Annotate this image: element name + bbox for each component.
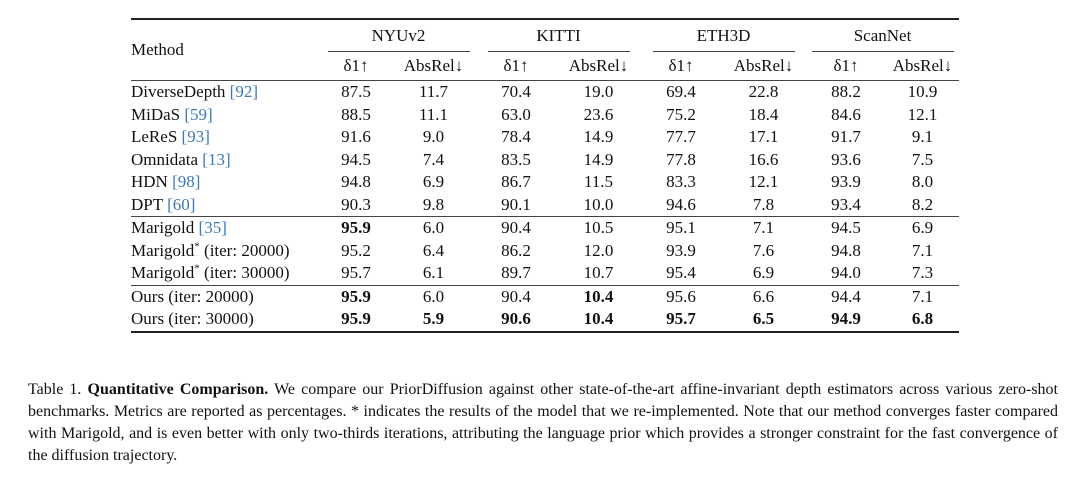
metric-value: 70.4 [476,81,556,104]
table-row [131,171,959,194]
citation-link[interactable]: [60] [167,194,196,214]
metric-value: 75.2 [666,104,696,124]
metric-value: 88.5 [341,104,371,124]
method-name: Marigold* (iter: 20000) [131,239,290,260]
metric-value: 6.0 [391,217,476,240]
metric-value: 10.4 [556,308,641,332]
metric-value: 12.0 [583,240,614,260]
table-caption [28,379,1058,467]
metric-value: 9.0 [422,127,445,146]
metric-header: AbsRel↓ [568,56,629,75]
metric-header: δ1↑ [343,56,369,75]
metric-value: 84.6 [831,104,861,124]
metric-value: 6.9 [886,217,959,240]
metric-value: 7.1 [886,285,959,308]
metric-value: 91.7 [831,127,861,146]
results-table [131,18,959,333]
caption-title: Quantitative Comparison. [87,381,269,398]
metric-value: 95.7 [641,308,721,332]
dataset-header: ScanNet [806,19,959,52]
table-row [131,81,959,104]
table-row [131,285,959,308]
table-row [131,262,959,285]
metric-value: 6.9 [752,263,775,282]
header-row-datasets [131,19,959,52]
metric-value: 95.4 [666,263,696,282]
citation-link[interactable]: [35] [198,218,227,237]
metric-value: 69.4 [641,81,721,104]
metric-value: 10.0 [583,194,614,214]
metric-value: 86.7 [501,172,531,191]
metric-value: 94.0 [831,263,861,282]
metric-value: 90.4 [476,217,556,240]
metric-value: 94.4 [806,285,886,308]
citation-link[interactable]: [92] [229,82,258,101]
metric-value: 7.4 [422,149,445,169]
metric-value: 7.5 [911,149,934,169]
dataset-header: ETH3D [641,19,806,52]
metric-value: 83.5 [501,149,531,169]
metric-value: 88.2 [806,81,886,104]
metric-value: 9.8 [422,194,445,214]
metric-value: 90.4 [476,285,556,308]
metric-value: 77.7 [666,127,696,146]
metric-value: 93.9 [666,240,696,260]
metric-value: 77.8 [666,149,696,169]
citation-link[interactable]: [98] [172,172,201,191]
metric-value: 90.3 [341,194,371,214]
method-header: Method [131,19,321,81]
method-name: Ours (iter: 20000) [131,285,321,308]
metric-value: 10.5 [556,217,641,240]
method-name: Marigold* (iter: 30000) [131,262,290,282]
metric-value: 14.9 [583,149,614,169]
table-row [131,126,959,149]
metric-value: 90.1 [501,194,531,214]
method-name: Ours (iter: 30000) [131,308,321,332]
metric-value: 16.6 [748,149,779,169]
metric-value: 7.8 [752,194,775,214]
table-row [131,217,959,240]
citation-link[interactable]: [93] [181,127,210,146]
metric-value: 94.6 [666,194,696,214]
metric-value: 5.9 [391,308,476,332]
metric-value: 95.7 [341,263,371,282]
dataset-header: NYUv2 [321,19,476,52]
metric-header: AbsRel↓ [403,56,464,75]
table-row [131,194,959,217]
metric-value: 18.4 [748,104,779,124]
metric-value: 7.3 [911,263,934,282]
method-name: Omnidata [13] [131,149,231,169]
metric-value: 19.0 [556,81,641,104]
metric-value: 95.9 [321,285,391,308]
metric-value: 11.1 [418,104,449,124]
metric-value: 9.1 [911,127,934,146]
metric-value: 6.4 [422,240,445,260]
metric-value: 94.8 [831,240,861,260]
metric-value: 89.7 [501,263,531,282]
metric-value: 6.1 [422,263,445,282]
method-name: DiverseDepth [92] [131,81,321,104]
metric-value: 93.4 [831,194,861,214]
metric-value: 10.9 [886,81,959,104]
metric-value: 90.6 [476,308,556,332]
table-row [131,240,959,263]
metric-value: 95.1 [641,217,721,240]
metric-value: 12.1 [748,172,779,191]
metric-value: 7.6 [752,240,775,260]
reimplemented-marker: * [194,262,200,275]
metric-header: AbsRel↓ [892,56,953,75]
table-row [131,149,959,172]
metric-header: δ1↑ [503,56,529,75]
metric-value: 63.0 [501,104,531,124]
metric-value: 6.0 [391,285,476,308]
metric-value: 8.2 [911,194,934,214]
metric-value: 95.6 [641,285,721,308]
metric-value: 95.9 [321,217,391,240]
reimplemented-marker: * [194,239,200,252]
metric-value: 95.2 [341,240,371,260]
metric-value: 94.5 [341,149,371,169]
metric-value: 8.0 [911,172,934,191]
method-name: Marigold [35] [131,217,321,240]
metric-value: 6.8 [886,308,959,332]
metric-value: 93.9 [831,172,861,191]
metric-value: 83.3 [666,172,696,191]
method-name: LeReS [93] [131,127,210,146]
dataset-header: KITTI [476,19,641,52]
metric-value: 10.4 [556,285,641,308]
metric-value: 87.5 [321,81,391,104]
metric-value: 7.1 [911,240,934,260]
method-name: MiDaS [59] [131,104,213,124]
metric-value: 6.6 [721,285,806,308]
metric-value: 93.6 [831,149,861,169]
metric-value: 6.5 [721,308,806,332]
table-row [131,104,959,127]
metric-value: 86.2 [501,240,531,260]
metric-value: 10.7 [583,263,614,282]
metric-value: 23.6 [583,104,614,124]
metric-value: 94.9 [806,308,886,332]
caption-text: We compare our PriorDiffusion against other state-of-the-art affine-invariant depth estimators across various zero-shot benchmarks. Metrics are reported as percentages. * indicates the results of the model that we re-implemented. Note that our method converges faster compared with Marigold, and is even better with only two-thirds iterations, attributing the language prior which provides a stronger constraint for the fast convergence of the diffusion trajectory. [28,381,1059,464]
metric-value: 11.7 [391,81,476,104]
method-name: DPT [60] [131,194,196,214]
metric-value: 91.6 [341,127,371,146]
citation-link[interactable]: [59] [184,104,213,124]
metric-value: 94.8 [341,172,371,191]
metric-value: 95.9 [321,308,391,332]
metric-value: 94.5 [806,217,886,240]
metric-value: 12.1 [907,104,938,124]
metric-value: 6.9 [422,172,445,191]
metric-value: 22.8 [721,81,806,104]
metric-header: AbsRel↓ [733,56,794,75]
metric-value: 14.9 [583,127,614,146]
table-body [131,81,959,332]
citation-link[interactable]: [13] [202,149,231,169]
metric-header: δ1↑ [833,56,859,75]
method-name: HDN [98] [131,172,201,191]
metric-value: 7.1 [721,217,806,240]
table-row [131,308,959,332]
metric-header: δ1↑ [668,56,694,75]
metric-value: 17.1 [748,127,779,146]
metric-value: 78.4 [501,127,531,146]
caption-label: Table 1. [28,381,88,398]
metric-value: 11.5 [583,172,614,191]
